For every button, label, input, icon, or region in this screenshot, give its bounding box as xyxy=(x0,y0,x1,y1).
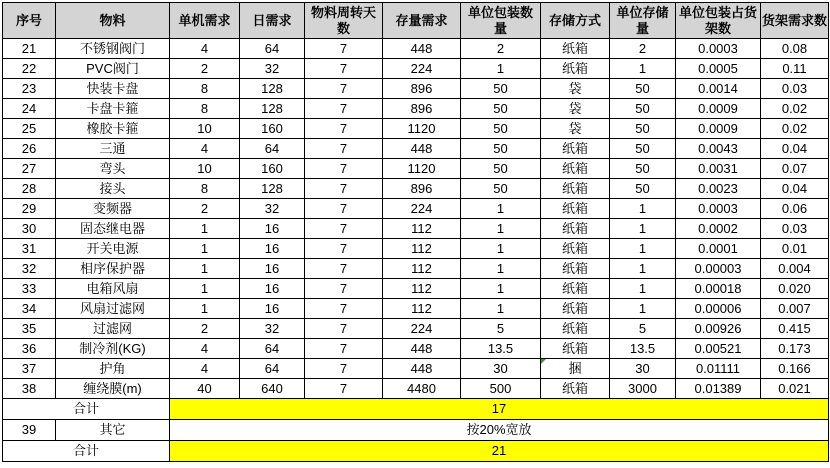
value-cell[interactable]: 64 xyxy=(240,139,305,159)
table-row xyxy=(3,79,829,99)
value-cell[interactable]: 1 xyxy=(170,239,240,259)
row-index-cell[interactable]: 21 xyxy=(3,39,56,59)
value-cell[interactable]: 纸箱 xyxy=(541,239,610,259)
table-row xyxy=(3,379,829,399)
value-cell[interactable]: 7 xyxy=(305,219,383,239)
value-cell[interactable]: 纸箱 xyxy=(541,279,610,299)
table-footer xyxy=(3,399,829,462)
other-row xyxy=(3,420,829,441)
value-cell[interactable]: 袋 xyxy=(541,79,610,99)
table-row xyxy=(3,239,829,259)
header-row xyxy=(3,3,829,39)
value-cell[interactable]: 224 xyxy=(383,59,461,79)
value-cell[interactable]: 0.00003 xyxy=(676,259,761,279)
value-cell[interactable]: 50 xyxy=(461,139,541,159)
column-header-index[interactable]: 序号 xyxy=(3,3,56,39)
subtotal-label[interactable]: 合计 xyxy=(3,399,170,420)
value-cell[interactable]: 32 xyxy=(240,59,305,79)
value-cell[interactable]: 0.004 xyxy=(761,259,829,279)
value-cell[interactable]: 0.02 xyxy=(761,99,829,119)
row-index-cell[interactable]: 34 xyxy=(3,299,56,319)
table-row xyxy=(3,59,829,79)
value-cell[interactable]: 7 xyxy=(305,199,383,219)
column-header-storage-method[interactable]: 存储方式 xyxy=(541,3,610,39)
column-header-unit-storage[interactable]: 单位存储量 xyxy=(610,3,676,39)
value-cell[interactable]: 7 xyxy=(305,319,383,339)
value-cell[interactable]: 0.0001 xyxy=(676,239,761,259)
value-cell[interactable]: 7 xyxy=(305,379,383,399)
value-cell[interactable]: 7 xyxy=(305,59,383,79)
value-cell[interactable]: 0.01111 xyxy=(676,359,761,379)
value-cell[interactable]: 448 xyxy=(383,339,461,359)
value-cell[interactable]: 0.0043 xyxy=(676,139,761,159)
value-cell[interactable]: 0.020 xyxy=(761,279,829,299)
value-cell[interactable]: 50 xyxy=(461,99,541,119)
value-cell[interactable]: 0.02 xyxy=(761,119,829,139)
value-cell[interactable]: 7 xyxy=(305,239,383,259)
value-cell[interactable]: 1 xyxy=(610,59,676,79)
value-cell[interactable]: 1 xyxy=(461,239,541,259)
value-cell[interactable]: 0.00521 xyxy=(676,339,761,359)
material-name-cell[interactable]: PVC阀门 xyxy=(56,59,170,79)
table-row xyxy=(3,139,829,159)
value-cell[interactable]: 2 xyxy=(170,319,240,339)
value-cell[interactable]: 896 xyxy=(383,79,461,99)
material-name-cell[interactable]: 开关电源 xyxy=(56,239,170,259)
value-cell[interactable]: 7 xyxy=(305,359,383,379)
value-cell[interactable]: 64 xyxy=(240,339,305,359)
value-cell[interactable]: 16 xyxy=(240,259,305,279)
value-cell[interactable]: 0.0009 xyxy=(676,119,761,139)
value-cell[interactable]: 0.00018 xyxy=(676,279,761,299)
value-cell[interactable]: 0.0003 xyxy=(676,39,761,59)
value-cell[interactable]: 16 xyxy=(240,239,305,259)
value-cell[interactable]: 16 xyxy=(240,219,305,239)
value-cell[interactable]: 1 xyxy=(461,299,541,319)
column-header-turnover-days[interactable]: 物料周转天数 xyxy=(305,3,383,39)
value-cell[interactable]: 0.03 xyxy=(761,219,829,239)
value-cell[interactable]: 袋 xyxy=(541,119,610,139)
table-row xyxy=(3,159,829,179)
value-cell[interactable]: 112 xyxy=(383,279,461,299)
material-name-cell[interactable]: 缠绕膜(m) xyxy=(56,379,170,399)
table-body xyxy=(3,39,829,399)
other-index-cell[interactable]: 39 xyxy=(3,420,56,441)
material-name-cell[interactable]: 三通 xyxy=(56,139,170,159)
row-index-cell[interactable]: 32 xyxy=(3,259,56,279)
row-index-cell[interactable]: 37 xyxy=(3,359,56,379)
material-name-cell[interactable]: 护角 xyxy=(56,359,170,379)
value-cell[interactable]: 7 xyxy=(305,259,383,279)
value-cell[interactable]: 50 xyxy=(610,159,676,179)
value-cell[interactable]: 448 xyxy=(383,359,461,379)
material-name-cell[interactable]: 变频器 xyxy=(56,199,170,219)
column-header-package-shelf-ratio[interactable]: 单位包装占货架数 xyxy=(676,3,761,39)
value-cell[interactable]: 纸箱 xyxy=(541,199,610,219)
total-row xyxy=(3,441,829,462)
value-cell[interactable]: 0.0023 xyxy=(676,179,761,199)
total-label[interactable]: 合计 xyxy=(3,441,170,462)
value-cell[interactable]: 2 xyxy=(610,39,676,59)
value-cell[interactable]: 1 xyxy=(170,259,240,279)
value-cell[interactable]: 8 xyxy=(170,99,240,119)
value-cell[interactable]: 0.03 xyxy=(761,79,829,99)
value-cell[interactable]: 纸箱 xyxy=(541,299,610,319)
value-cell[interactable]: 64 xyxy=(240,359,305,379)
value-cell[interactable]: 0.04 xyxy=(761,179,829,199)
value-cell[interactable]: 1120 xyxy=(383,119,461,139)
value-cell[interactable]: 50 xyxy=(461,179,541,199)
value-cell[interactable]: 13.5 xyxy=(610,339,676,359)
value-cell[interactable]: 1 xyxy=(610,299,676,319)
value-cell[interactable]: 3000 xyxy=(610,379,676,399)
value-cell[interactable]: 50 xyxy=(610,79,676,99)
value-cell[interactable]: 1120 xyxy=(383,159,461,179)
material-name-cell[interactable]: 过滤网 xyxy=(56,319,170,339)
value-cell[interactable]: 112 xyxy=(383,239,461,259)
value-cell[interactable]: 30 xyxy=(461,359,541,379)
value-cell[interactable]: 1 xyxy=(610,279,676,299)
table-row xyxy=(3,259,829,279)
value-cell[interactable]: 0.11 xyxy=(761,59,829,79)
value-cell[interactable]: 5 xyxy=(461,319,541,339)
table-row xyxy=(3,39,829,59)
value-cell[interactable]: 4 xyxy=(170,359,240,379)
row-index-cell[interactable]: 36 xyxy=(3,339,56,359)
value-cell[interactable]: 纸箱 xyxy=(541,59,610,79)
value-cell[interactable]: 896 xyxy=(383,99,461,119)
value-cell[interactable]: 袋 xyxy=(541,99,610,119)
row-index-cell[interactable]: 31 xyxy=(3,239,56,259)
value-cell[interactable]: 2 xyxy=(461,39,541,59)
value-cell[interactable]: 32 xyxy=(240,319,305,339)
value-cell[interactable]: 纸箱 xyxy=(541,259,610,279)
value-cell[interactable]: 7 xyxy=(305,179,383,199)
value-cell[interactable]: 224 xyxy=(383,319,461,339)
value-cell[interactable]: 纸箱 xyxy=(541,339,610,359)
value-cell[interactable]: 224 xyxy=(383,199,461,219)
value-cell[interactable]: 1 xyxy=(461,259,541,279)
value-cell[interactable]: 0.0003 xyxy=(676,199,761,219)
value-cell[interactable]: 7 xyxy=(305,79,383,99)
value-cell[interactable]: 2 xyxy=(170,59,240,79)
value-cell[interactable]: 2 xyxy=(170,199,240,219)
column-header-stock-demand[interactable]: 存量需求 xyxy=(383,3,461,39)
value-cell[interactable]: 8 xyxy=(170,179,240,199)
value-cell[interactable]: 4480 xyxy=(383,379,461,399)
material-name-cell[interactable]: 制冷剂(KG) xyxy=(56,339,170,359)
value-cell[interactable]: 1 xyxy=(461,199,541,219)
value-cell[interactable]: 1 xyxy=(170,279,240,299)
other-material-cell[interactable]: 其它 xyxy=(56,420,170,441)
row-index-cell[interactable]: 30 xyxy=(3,219,56,239)
value-cell[interactable]: 50 xyxy=(461,159,541,179)
value-cell[interactable]: 0.0005 xyxy=(676,59,761,79)
column-header-shelf-demand[interactable]: 货架需求数 xyxy=(761,3,829,39)
value-cell[interactable]: 7 xyxy=(305,99,383,119)
material-name-cell[interactable]: 接头 xyxy=(56,179,170,199)
value-cell[interactable]: 50 xyxy=(610,119,676,139)
value-cell[interactable]: 0.173 xyxy=(761,339,829,359)
value-cell[interactable]: 160 xyxy=(240,159,305,179)
value-cell[interactable]: 50 xyxy=(461,79,541,99)
value-cell[interactable]: 1 xyxy=(610,199,676,219)
value-cell[interactable]: 0.01 xyxy=(761,239,829,259)
value-cell[interactable]: 1 xyxy=(170,299,240,319)
table-row xyxy=(3,339,829,359)
value-cell[interactable]: 1 xyxy=(610,219,676,239)
value-cell[interactable]: 0.0002 xyxy=(676,219,761,239)
value-cell[interactable]: 7 xyxy=(305,119,383,139)
value-cell[interactable]: 纸箱 xyxy=(541,219,610,239)
material-name-cell[interactable]: 快装卡盘 xyxy=(56,79,170,99)
table-header xyxy=(3,3,829,39)
value-cell[interactable]: 128 xyxy=(240,99,305,119)
value-cell[interactable]: 0.021 xyxy=(761,379,829,399)
material-name-cell[interactable]: 橡胶卡箍 xyxy=(56,119,170,139)
value-cell[interactable]: 640 xyxy=(240,379,305,399)
table-row xyxy=(3,319,829,339)
row-index-cell[interactable]: 26 xyxy=(3,139,56,159)
other-note-cell[interactable]: 按20%宽放 xyxy=(170,420,829,441)
column-header-per-unit-demand[interactable]: 单机需求 xyxy=(170,3,240,39)
row-index-cell[interactable]: 22 xyxy=(3,59,56,79)
value-cell[interactable]: 50 xyxy=(610,179,676,199)
value-cell[interactable]: 0.07 xyxy=(761,159,829,179)
row-index-cell[interactable]: 23 xyxy=(3,79,56,99)
value-cell[interactable]: 0.0014 xyxy=(676,79,761,99)
value-cell[interactable]: 1 xyxy=(610,239,676,259)
value-cell[interactable]: 0.415 xyxy=(761,319,829,339)
value-cell[interactable]: 128 xyxy=(240,179,305,199)
value-cell[interactable]: 纸箱 xyxy=(541,379,610,399)
row-index-cell[interactable]: 28 xyxy=(3,179,56,199)
value-cell[interactable]: 64 xyxy=(240,39,305,59)
value-cell[interactable]: 0.06 xyxy=(761,199,829,219)
value-cell[interactable]: 1 xyxy=(461,219,541,239)
total-value[interactable]: 21 xyxy=(170,441,829,462)
value-cell[interactable]: 448 xyxy=(383,39,461,59)
row-index-cell[interactable]: 29 xyxy=(3,199,56,219)
error-indicator-icon xyxy=(541,359,546,364)
material-name-cell[interactable]: 弯头 xyxy=(56,159,170,179)
material-name-cell[interactable]: 风扇过滤网 xyxy=(56,299,170,319)
subtotal-value[interactable]: 17 xyxy=(170,399,829,420)
value-cell[interactable]: 0.00926 xyxy=(676,319,761,339)
value-cell[interactable]: 16 xyxy=(240,279,305,299)
value-cell[interactable]: 160 xyxy=(240,119,305,139)
value-cell[interactable]: 0.0031 xyxy=(676,159,761,179)
value-cell[interactable]: 16 xyxy=(240,299,305,319)
row-index-cell[interactable]: 24 xyxy=(3,99,56,119)
value-cell[interactable]: 40 xyxy=(170,379,240,399)
table-row xyxy=(3,359,829,379)
value-cell[interactable]: 7 xyxy=(305,139,383,159)
value-cell[interactable]: 7 xyxy=(305,39,383,59)
value-cell[interactable]: 1 xyxy=(461,59,541,79)
value-cell[interactable]: 8 xyxy=(170,79,240,99)
value-cell[interactable]: 10 xyxy=(170,159,240,179)
table-row xyxy=(3,199,829,219)
value-cell[interactable]: 纸箱 xyxy=(541,319,610,339)
value-cell[interactable]: 7 xyxy=(305,159,383,179)
column-header-package-qty[interactable]: 单位包装数量 xyxy=(461,3,541,39)
row-index-cell[interactable]: 33 xyxy=(3,279,56,299)
value-cell[interactable]: 13.5 xyxy=(461,339,541,359)
value-cell[interactable]: 50 xyxy=(461,119,541,139)
table-row xyxy=(3,299,829,319)
table-row xyxy=(3,179,829,199)
value-cell[interactable]: 7 xyxy=(305,299,383,319)
value-cell[interactable]: 4 xyxy=(170,339,240,359)
column-header-daily-demand[interactable]: 日需求 xyxy=(240,3,305,39)
value-cell[interactable]: 纸箱 xyxy=(541,159,610,179)
value-cell[interactable]: 0.00006 xyxy=(676,299,761,319)
value-cell[interactable]: 30 xyxy=(610,359,676,379)
value-cell[interactable]: 50 xyxy=(610,99,676,119)
material-name-cell[interactable]: 电箱风扇 xyxy=(56,279,170,299)
row-index-cell[interactable]: 25 xyxy=(3,119,56,139)
material-name-cell[interactable]: 固态继电器 xyxy=(56,219,170,239)
value-cell[interactable]: 1 xyxy=(461,279,541,299)
value-cell[interactable]: 896 xyxy=(383,179,461,199)
table-row xyxy=(3,219,829,239)
value-cell[interactable]: 0.01389 xyxy=(676,379,761,399)
materials-table xyxy=(2,2,829,462)
material-name-cell[interactable]: 不锈钢阀门 xyxy=(56,39,170,59)
value-cell[interactable]: 1 xyxy=(170,219,240,239)
value-cell[interactable]: 7 xyxy=(305,279,383,299)
material-name-cell[interactable]: 卡盘卡箍 xyxy=(56,99,170,119)
value-cell[interactable]: 7 xyxy=(305,339,383,359)
row-index-cell[interactable]: 38 xyxy=(3,379,56,399)
value-cell[interactable]: 10 xyxy=(170,119,240,139)
value-cell[interactable]: 50 xyxy=(610,139,676,159)
material-name-cell[interactable]: 相序保护器 xyxy=(56,259,170,279)
value-cell[interactable]: 4 xyxy=(170,139,240,159)
value-cell[interactable]: 纸箱 xyxy=(541,39,610,59)
value-cell[interactable]: 纸箱 xyxy=(541,179,610,199)
value-cell[interactable]: 448 xyxy=(383,139,461,159)
row-index-cell[interactable]: 35 xyxy=(3,319,56,339)
value-cell[interactable]: 5 xyxy=(610,319,676,339)
table-row xyxy=(3,99,829,119)
value-cell[interactable]: 纸箱 xyxy=(541,139,610,159)
column-header-material[interactable]: 物料 xyxy=(56,3,170,39)
value-cell[interactable]: 捆 xyxy=(541,359,610,379)
row-index-cell[interactable]: 27 xyxy=(3,159,56,179)
value-cell[interactable]: 4 xyxy=(170,39,240,59)
table-row xyxy=(3,279,829,299)
value-cell[interactable]: 32 xyxy=(240,199,305,219)
value-cell[interactable]: 128 xyxy=(240,79,305,99)
value-cell[interactable]: 0.04 xyxy=(761,139,829,159)
table-row xyxy=(3,119,829,139)
value-cell[interactable]: 0.0009 xyxy=(676,99,761,119)
value-cell[interactable]: 0.007 xyxy=(761,299,829,319)
value-cell[interactable]: 112 xyxy=(383,219,461,239)
value-cell[interactable]: 500 xyxy=(461,379,541,399)
value-cell[interactable]: 0.166 xyxy=(761,359,829,379)
subtotal-row xyxy=(3,399,829,420)
value-cell[interactable]: 1 xyxy=(610,259,676,279)
value-cell[interactable]: 112 xyxy=(383,299,461,319)
value-cell[interactable]: 0.08 xyxy=(761,39,829,59)
value-cell[interactable]: 112 xyxy=(383,259,461,279)
